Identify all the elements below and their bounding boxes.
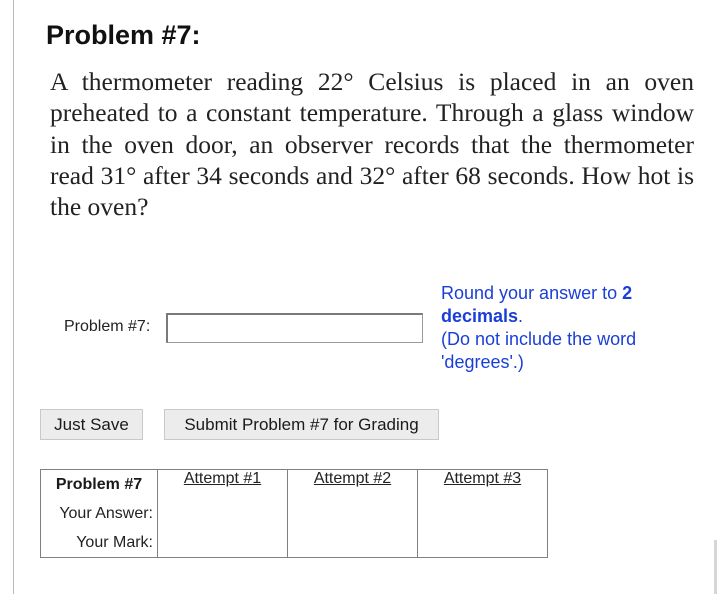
attempt-3-header[interactable]	[418, 470, 548, 500]
your-mark-label: Your Mark:	[41, 528, 158, 558]
attempt-3-answer	[418, 499, 548, 528]
attempt-1-header[interactable]	[158, 470, 288, 500]
problem-title: Problem #7:	[46, 20, 201, 50]
attempt-3-link[interactable]: Attempt #3	[443, 470, 522, 487]
attempt-1-link[interactable]: Attempt #1	[183, 470, 262, 487]
your-answer-row	[41, 499, 548, 528]
attempts-problem-header: Problem #7	[41, 470, 158, 500]
attempt-3-mark	[418, 528, 548, 558]
note-prefix: Round your answer to	[441, 283, 623, 303]
your-answer-label: Your Answer:	[41, 499, 158, 528]
just-save-button[interactable]: Just Save	[40, 409, 143, 440]
attempt-2-mark	[288, 528, 418, 558]
attempt-2-answer	[288, 499, 418, 528]
note-degrees: (Do not include the word 'degrees'.)	[441, 329, 637, 372]
problem-statement: A thermometer reading 22° Celsius is placed in an oven preheated to a constant temperature. Through a glass window in the oven door, an observer records that the thermometer read 31° after 34 seconds and 32° after 68 seconds. How hot is the oven?	[50, 67, 694, 222]
attempts-table	[40, 469, 548, 558]
note-suffix: .	[518, 306, 524, 326]
rounding-instructions	[441, 282, 681, 374]
note-decimals: 2 decimals	[441, 283, 633, 326]
attempt-2-link[interactable]: Attempt #2	[313, 470, 392, 487]
page-left-border	[13, 0, 14, 594]
scrollbar-thumb[interactable]	[714, 540, 717, 594]
attempts-header-row	[41, 470, 548, 500]
answer-input[interactable]	[166, 313, 423, 343]
attempt-1-mark	[158, 528, 288, 558]
attempt-2-header[interactable]	[288, 470, 418, 500]
your-mark-row	[41, 528, 548, 558]
submit-button[interactable]: Submit Problem #7 for Grading	[164, 409, 439, 440]
attempt-1-answer	[158, 499, 288, 528]
answer-label: Problem #7:	[64, 318, 151, 335]
